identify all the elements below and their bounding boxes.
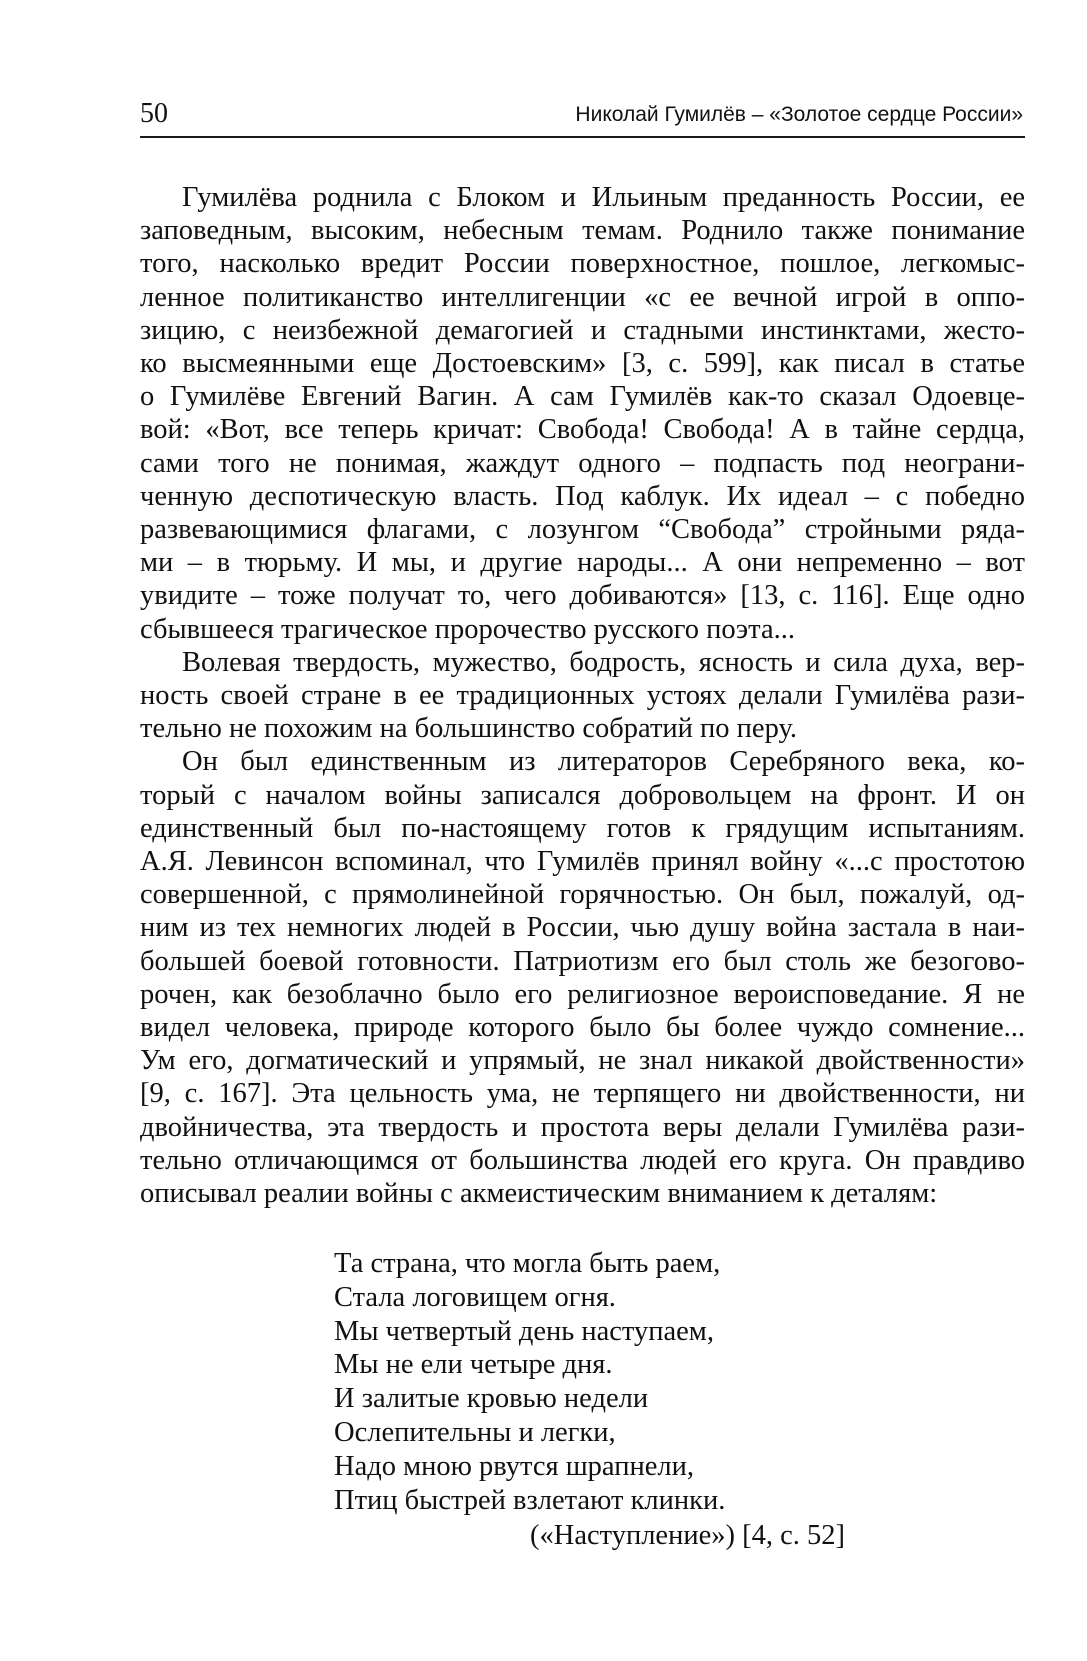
text-line: ность своей стране в ее традиционных устоях делали Гумилёва рази-	[140, 680, 1025, 712]
text-line: единственный был по-настоящему готов к грядущим испытаниям.	[140, 812, 1025, 844]
text-line: ко высмеянными еще Достоевским» [3, с. 599], как писал в статье	[140, 348, 1025, 380]
text-line: видел человека, природе которого было бы более чуждо сомнение...	[140, 1012, 1025, 1044]
text-line: зицию, с неизбежной демагогией и стадными инстинктами, жесто-	[140, 314, 1025, 346]
text-line: ленное политиканство интеллигенции «с ее вечной игрой в оппо-	[140, 281, 1025, 313]
poem-line: Мы четвертый день наступаем,	[334, 1315, 714, 1347]
text-line: тельно не похожим на большинство собратий по перу.	[140, 713, 797, 745]
body-text	[140, 181, 1025, 1210]
text-line: того, насколько вредит России поверхностное, пошлое, легкомыс-	[140, 248, 1025, 280]
text-line: заповедным, высоким, небесным темам. Роднило также понимание	[140, 215, 1025, 247]
text-line: вой: «Вот, все теперь кричат: Свобода! Свобода! А в тайне сердца,	[140, 414, 1025, 446]
paragraph-3	[140, 745, 1025, 1210]
text-line: увидите – тоже получат то, чего добиваются» [13, с. 116]. Еще одно	[140, 580, 1025, 612]
text-line: рочен, как безоблачно было его религиозное вероисповедание. Я не	[140, 978, 1025, 1010]
page-number: 50	[140, 98, 168, 129]
paragraph-1	[140, 181, 1025, 646]
text-line: ми – в тюрьму. И мы, и другие народы... А они непременно – вот	[140, 547, 1025, 579]
text-line: сбывшееся трагическое пророчество русского поэта...	[140, 613, 795, 645]
text-line: Гумилёва роднила с Блоком и Ильиным преданность России, ее	[182, 182, 1025, 213]
text-line: большей боевой готовности. Патриотизм его был столь же безогово-	[140, 945, 1025, 977]
text-line: тельно отличающимся от большинства людей его круга. Он правдиво	[140, 1144, 1025, 1176]
page-header	[140, 96, 1025, 138]
text-line: ченную деспотическую власть. Под каблук. Их идеал – с победно	[140, 480, 1025, 512]
poem-line: Стала логовищем огня.	[334, 1281, 616, 1313]
text-line: о Гумилёве Евгений Вагин. А сам Гумилёв как-то сказал Одоевце-	[140, 381, 1025, 413]
poem-line: Мы не ели четыре дня.	[334, 1349, 613, 1381]
poem-quote	[334, 1247, 894, 1553]
poem-line: Надо мною рвутся шрапнели,	[334, 1450, 694, 1482]
text-line: описывал реалии войны с акмеистическим вниманием к деталям:	[140, 1178, 938, 1210]
text-line: Он был единственным из литераторов Серебряного века, ко-	[182, 746, 1025, 778]
text-line: Волевая твердость, мужество, бодрость, ясность и сила духа, вер-	[182, 646, 1025, 678]
poem-line: Ослепительны и легки,	[334, 1416, 616, 1448]
text-line: торый с началом войны записался добровольцем на фронт. И он	[140, 779, 1025, 811]
text-line: [9, с. 167]. Эта цельность ума, не терпящего ни двойственности, ни	[140, 1078, 1025, 1110]
text-line: развевающимися флагами, с лозунгом “Свобода” стройными ряда-	[140, 514, 1025, 546]
text-line: А.Я. Левинсон вспоминал, что Гумилёв принял войну «...с простотою	[140, 846, 1025, 878]
poem-line: Та страна, что могла быть раем,	[334, 1248, 721, 1279]
text-line: двойничества, эта твердость и простота веры делали Гумилёва рази-	[140, 1111, 1025, 1143]
poem-line: Птиц быстрей взлетают клинки.	[334, 1484, 726, 1516]
text-line: ним из тех немногих людей в России, чью душу война застала в наи-	[140, 912, 1025, 944]
text-line: Ум его, догматический и упрямый, не знал никакой двойственности»	[140, 1045, 1025, 1077]
text-line: сами того не понимая, жаждут одного – подпасть под неограни-	[140, 447, 1025, 479]
poem-source-citation: («Наступление») [4, с. 52]	[530, 1520, 845, 1552]
running-title: Николай Гумилёв – «Золотое сердце России»	[575, 103, 1023, 126]
paragraph-2	[140, 646, 1025, 746]
poem-line: И залитые кровью недели	[334, 1383, 649, 1415]
text-line: совершенной, с прямолинейной горячностью. Он был, пожалуй, од-	[140, 879, 1025, 911]
